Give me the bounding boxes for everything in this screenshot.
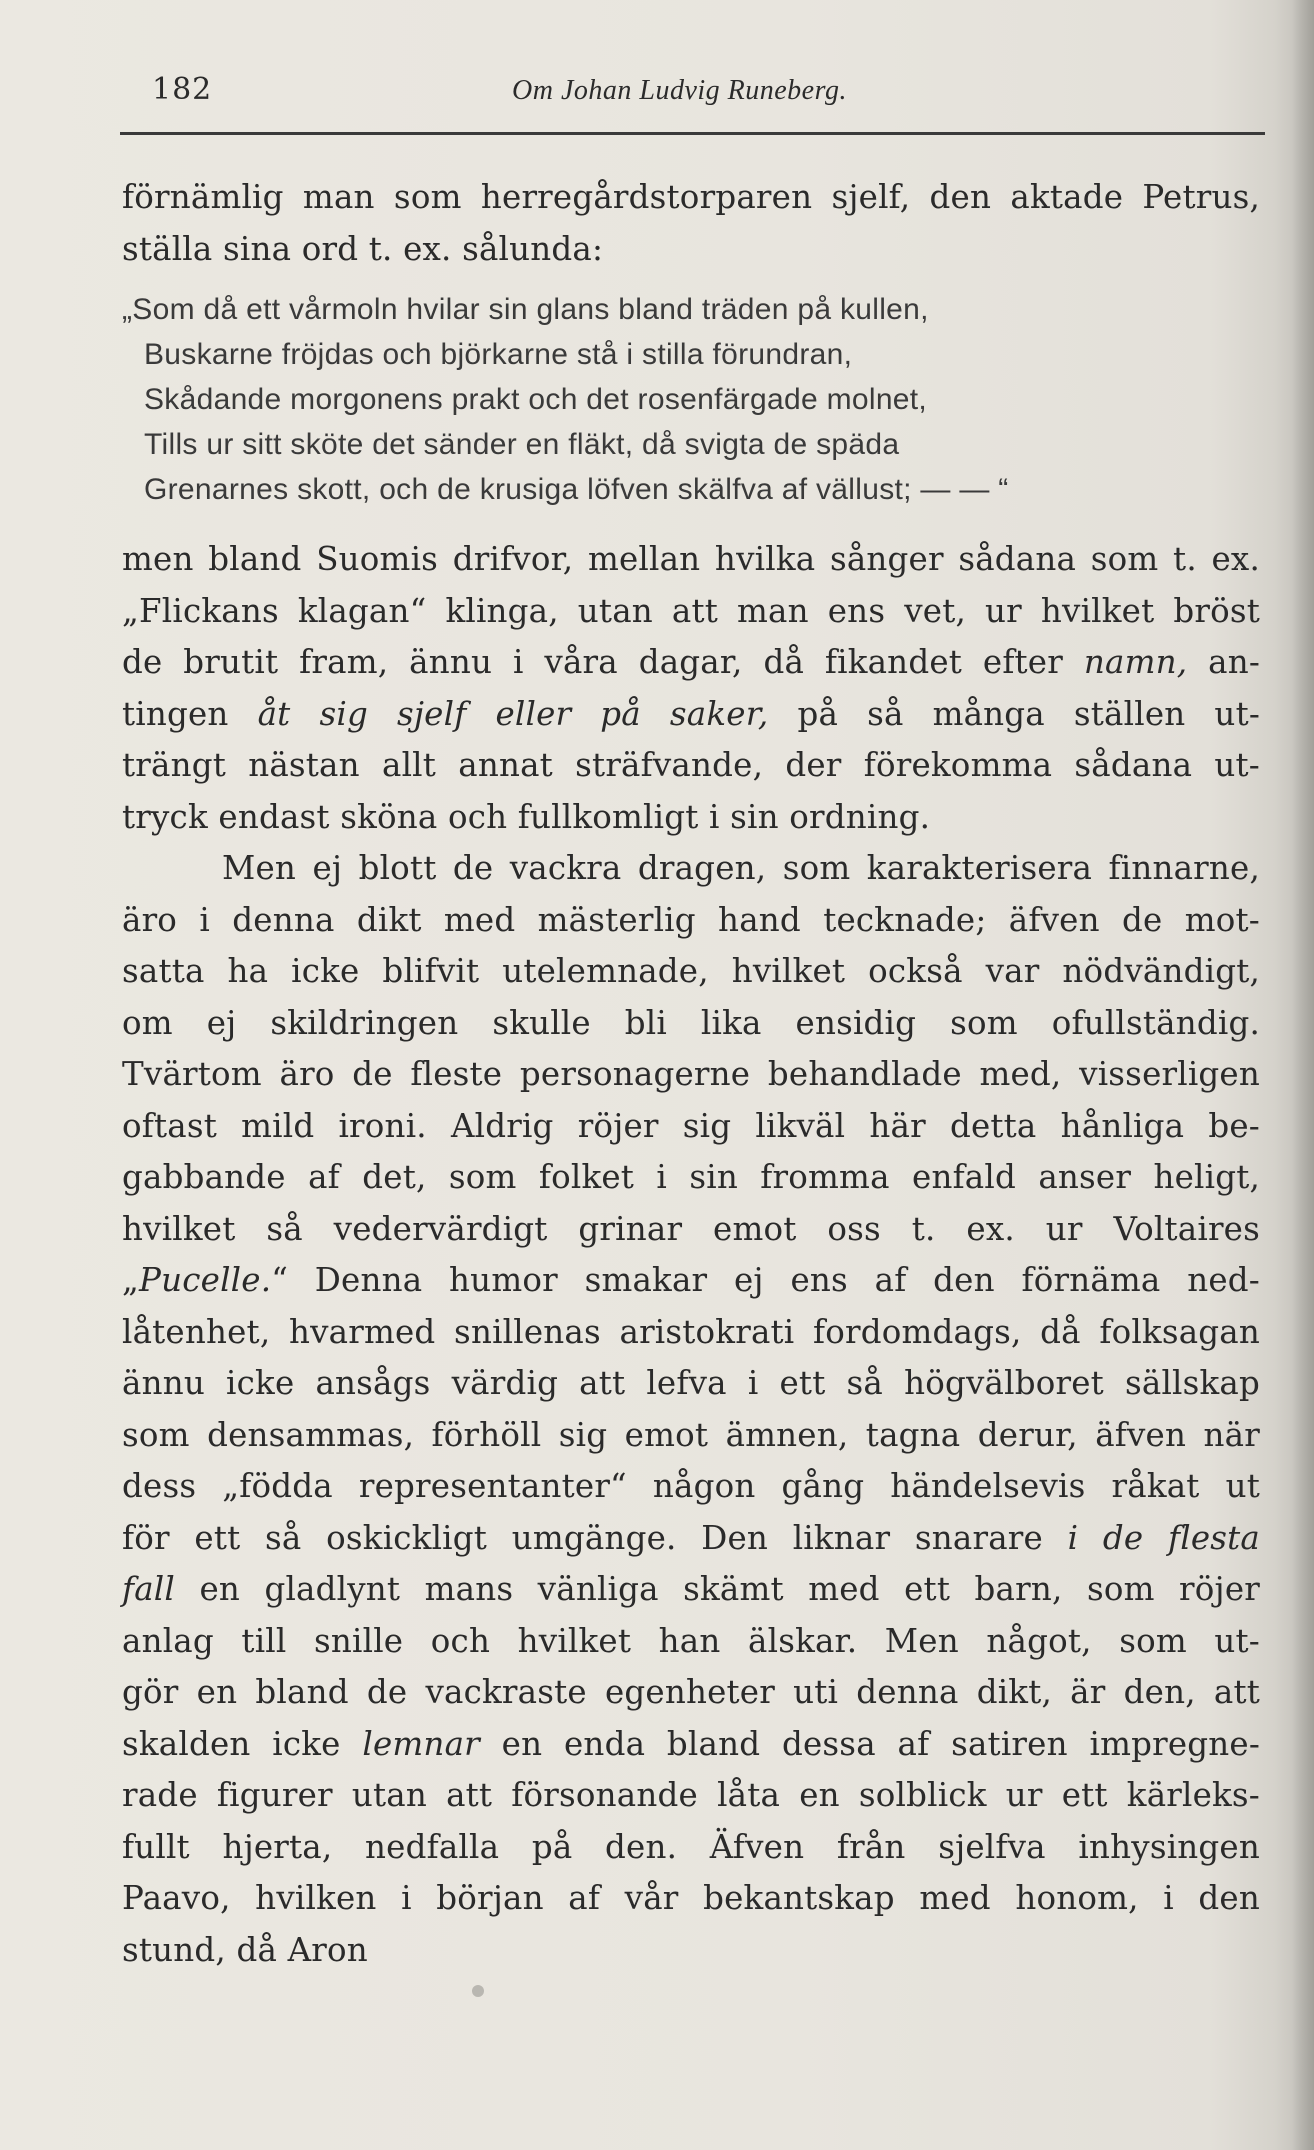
italic-text: lemnar: [362, 1724, 480, 1763]
poem-line: Tills ur sitt sköte det sänder en fläkt, då svigta de späda: [144, 428, 900, 461]
italic-text: åt sig sjelf eller på saker,: [257, 694, 769, 733]
text-line: satta ha icke blifvit utelemnade, hvilket också var nödvändigt,: [122, 952, 1260, 990]
poem-line: Skådande morgonens prakt och det rosenfärgade molnet,: [144, 383, 928, 416]
poem-line: Grenarnes skott, och de krusiga löfven skälfva af vällust; — — “: [144, 473, 1009, 506]
text-line: för ett så oskickligt umgänge. Den liknar snarare i de flesta: [122, 1518, 1260, 1557]
text-line: hvilket så vedervärdigt grinar emot oss t. ex. ur Voltaires: [122, 1209, 1260, 1248]
running-title: Om Johan Ludvig Runeberg.: [512, 75, 847, 106]
paragraph-1: [122, 534, 1260, 843]
text-line: oftast mild ironi. Aldrig röjer sig likväl här detta hånliga be-: [122, 1106, 1260, 1145]
poem-quotation: [122, 287, 1260, 512]
text-line: anlag till snille och hvilket han älskar. Men något, som ut-: [122, 1621, 1260, 1660]
text-line: äro i denna dikt med mästerlig hand tecknade; äfven de mot-: [122, 900, 1260, 939]
text-line: fall en gladlynt mans vänliga skämt med ett barn, som röjer: [122, 1570, 1261, 1608]
text-line: trängt nästan allt annat sträfvande, der förekomma sådana ut-: [122, 746, 1260, 784]
body-text: [122, 172, 1260, 1976]
text-line: Paavo, hvilken i början af vår bekantskap med honom, i den: [122, 1879, 1260, 1917]
text-line: som densammas, förhöll sig emot ämnen, tagna derur, äfven när: [122, 1415, 1260, 1454]
text-line: tryck endast sköna och fullkomligt i sin ordning.: [122, 797, 931, 836]
page-number: 182: [152, 72, 213, 107]
ink-spot: [472, 1985, 484, 1997]
italic-text: i de flesta: [1067, 1518, 1260, 1557]
text-line: rade figurer utan att försonande låta en solblick ur ett kärleks-: [122, 1776, 1260, 1814]
text-line: dess „födda representanter“ någon gång händelsevis råkat ut: [122, 1467, 1260, 1505]
poem-line: „Som då ett vårmoln hvilar sin glans bland träden på kullen,: [122, 293, 929, 326]
page-header: [0, 0, 1314, 140]
italic-text: fall: [122, 1570, 175, 1608]
text-line: „Flickans klagan“ klinga, utan att man ens vet, ur hvilket bröst: [122, 591, 1260, 630]
text-line: förnämlig man som herregårdstorparen sjelf, den aktade Petrus,: [122, 178, 1260, 216]
text-line: stund, då Aron: [122, 1930, 368, 1969]
page-edge-shadow: [1292, 0, 1314, 2150]
text-line: gör en bland de vackraste egenheter uti denna dikt, är den, att: [122, 1673, 1260, 1711]
paragraph-2: [122, 843, 1260, 1976]
text-line: tingen åt sig sjelf eller på saker, på så många ställen ut-: [122, 694, 1261, 733]
italic-text: namn,: [1083, 643, 1188, 681]
text-line: Tvärtom äro de fleste personagerne behandlade med, visserligen: [122, 1055, 1260, 1093]
text-line: gabbande af det, som folket i sin fromma enfald anser heligt,: [122, 1158, 1260, 1196]
text-line: låtenhet, hvarmed snillenas aristokrati fordomdags, då folksagan: [122, 1312, 1260, 1351]
text-line: om ej skildringen skulle bli lika ensidig som ofullständig.: [122, 1003, 1260, 1042]
header-rule: [120, 132, 1265, 135]
poem-line: Buskarne fröjdas och björkarne stå i stilla förundran,: [144, 338, 853, 371]
text-line: de brutit fram, ännu i våra dagar, då fikandet efter namn, an-: [122, 643, 1261, 681]
text-line: „Pucelle.“ Denna humor smakar ej ens af den förnäma ned-: [122, 1261, 1260, 1299]
text-line: ännu icke ansågs värdig att lefva i ett så högvälboret sällskap: [122, 1364, 1260, 1402]
text-line: fullt hjerta, nedfalla på den. Äfven från sjelfva inhysingen: [122, 1827, 1260, 1866]
italic-text: Pucelle.: [139, 1261, 272, 1299]
text-line: skalden icke lemnar en enda bland dessa af satiren impregne-: [122, 1724, 1261, 1763]
text-line: men bland Suomis drifvor, mellan hvilka sånger sådana som t. ex.: [122, 540, 1260, 578]
text-line: Men ej blott de vackra dragen, som karakterisera finnarne,: [222, 849, 1260, 887]
text-line: ställa sina ord t. ex. sålunda:: [122, 229, 604, 268]
